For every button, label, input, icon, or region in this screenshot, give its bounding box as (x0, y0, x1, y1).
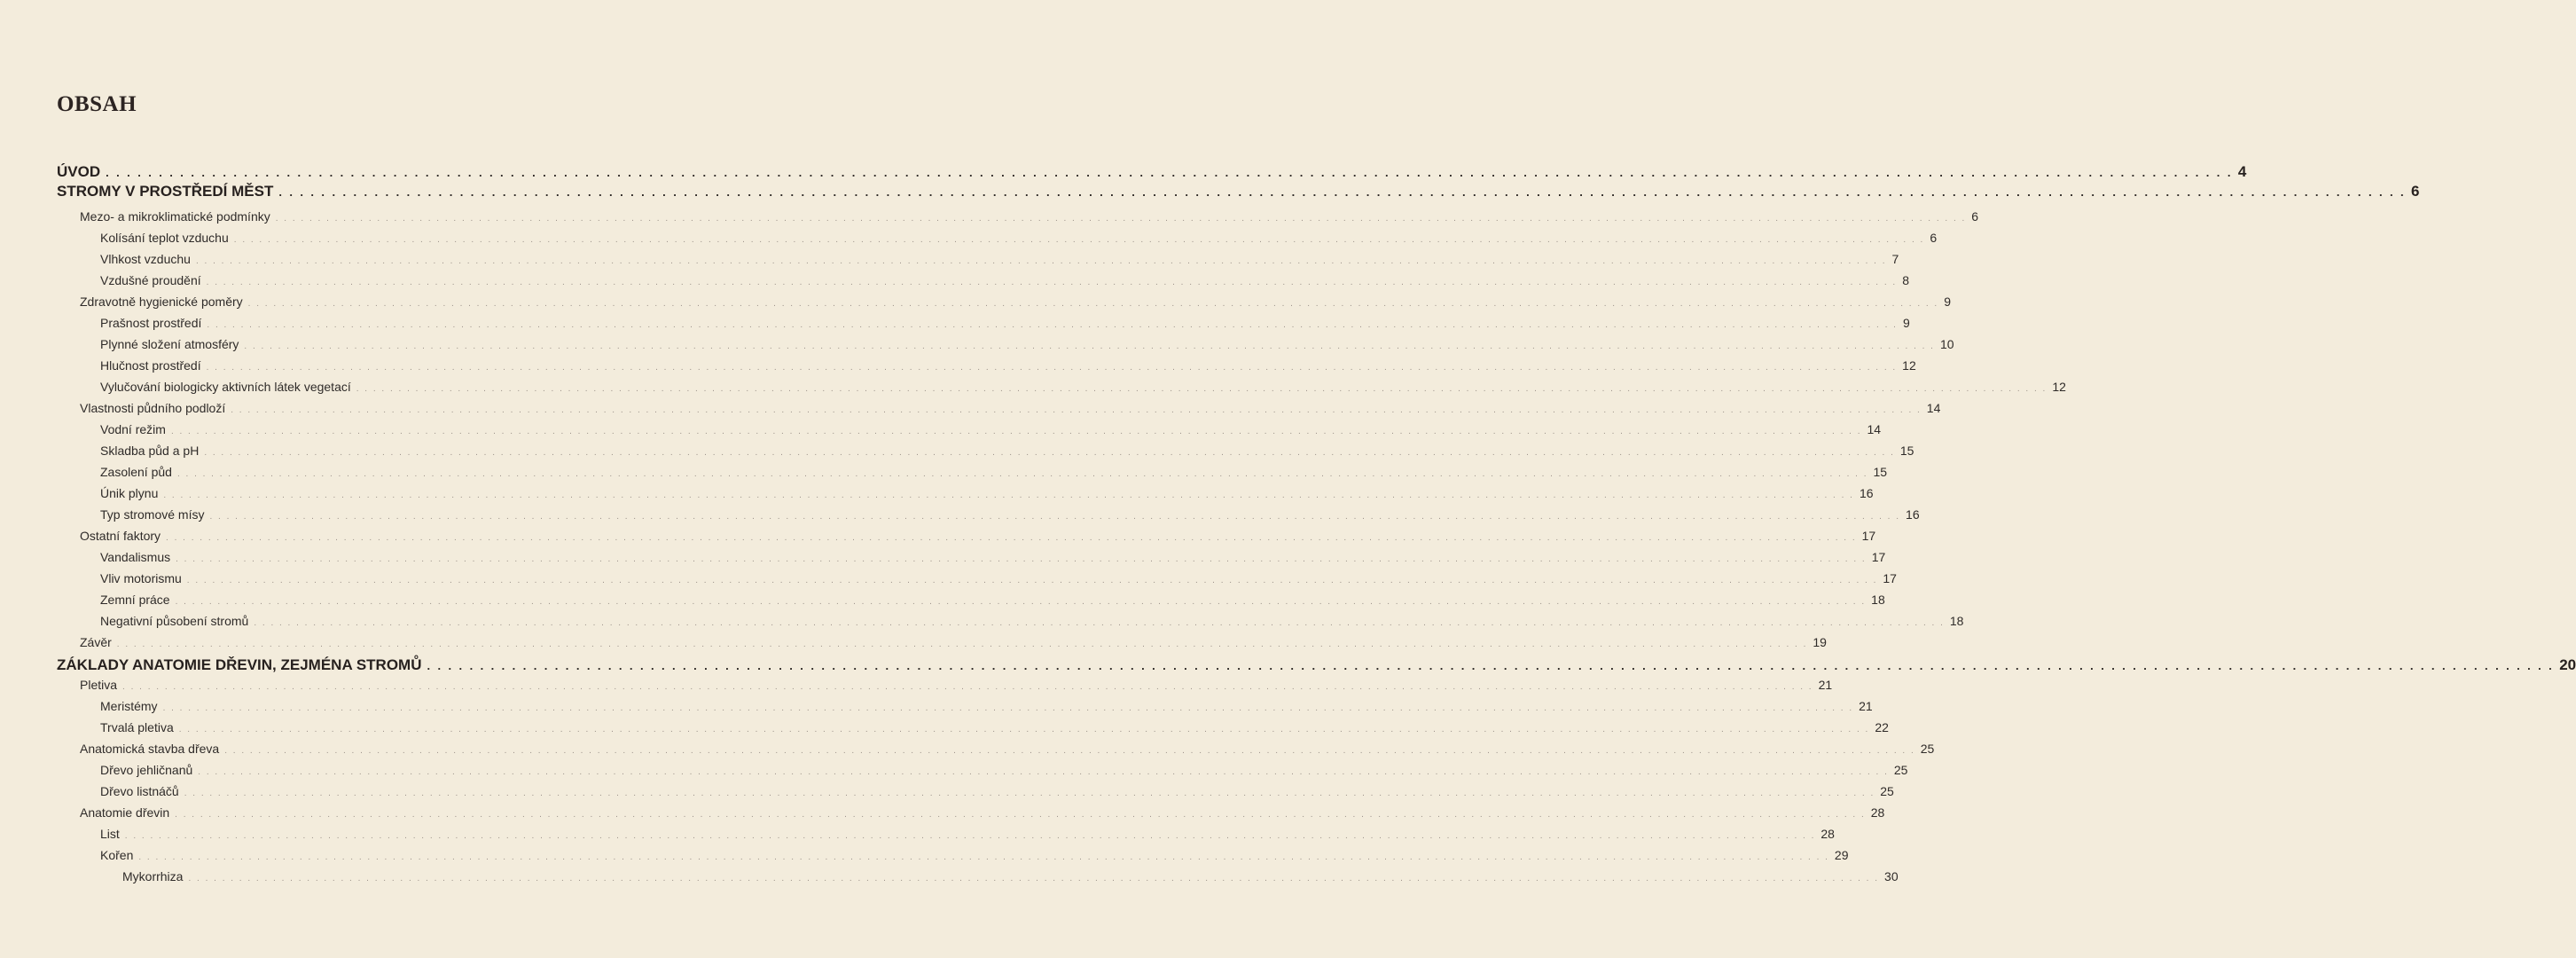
toc-entry-page-number: 29 (1834, 848, 1849, 862)
toc-entry-page-number: 25 (1920, 742, 1935, 756)
toc-entry (80, 294, 1952, 309)
dot-leader: . . . . . . . . . . . . . . . . . . . . . . . . . . . . . . . . . . . . . . . . . . . . . . . . . . . . . . . . . . . . . . . . . . . . . . . . . . . . . . . . . . . . . . . . . . . . . . . . . . . . . . . . . . . . . . . . . . . . . . . . . . . . . . . . . . . . . . . . . . . . . . . . . . . . . . . . . . . . . . . . . . . . . . . . . . . . . . . . . . . . . . . . . . . . . . . . . . . . . . . . (163, 491, 1854, 500)
dot-leader: . . . . . . . . . . . . . . . . . . . . . . . . . . . . . . . . . . . . . . . . . . . . . . . . . . . . . . . . . . . . . . . . . . . . . . . . . . . . . . . . . . . . . . . . . . . . . . . . . . . . . . . . . . . . . . . . . . . . . . . . . . . . . . . . . . . . . . . . . . . . . . . . . . . . . . . . . . . . . . . . . . . . . . . . . . . . . . . . . . . . . . . . . . . . . . . . . . . . . . . . (278, 185, 2407, 199)
toc-entry-title: Vlhkost vzduchu (100, 252, 191, 266)
toc-entry-title: Mezo- a mikroklimatické podmínky (80, 209, 270, 224)
toc-entry (100, 507, 1920, 522)
toc-entry-title: Závěr (80, 635, 112, 649)
toc-entry-title: Zdravotně hygienické poměry (80, 294, 243, 309)
toc-entry (122, 869, 1899, 883)
toc-entry-page-number: 17 (1871, 550, 1886, 564)
dot-leader: . . . . . . . . . . . . . . . . . . . . . . . . . . . . . . . . . . . . . . . . . . . . . . . . . . . . . . . . . . . . . . . . . . . . . . . . . . . . . . . . . . . . . . . . . . . . . . . . . . . . . . . . . . . . . . . . . . . . . . . . . . . . . . . . . . . . . . . . . . . . . . . . . . . . . . . . . . . . . . . . . . . . . . . . . . . . . . . . . . . . . . . . . . . . . . . . . . . . . . . . (124, 831, 1816, 841)
toc-entry-title: Anatomická stavba dřeva (80, 742, 220, 756)
dot-leader: . . . . . . . . . . . . . . . . . . . . . . . . . . . . . . . . . . . . . . . . . . . . . . . . . . . . . . . . . . . . . . . . . . . . . . . . . . . . . . . . . . . . . . . . . . . . . . . . . . . . . . . . . . . . . . . . . . . . . . . . . . . . . . . . . . . . . . . . . . . . . . . . . . . . . . . . . . . . . . . . . . . . . . . . . . . . . . . . . . . . . . . . . . . . . . . . . . . . . . . . (247, 299, 1939, 309)
dot-leader: . . . . . . . . . . . . . . . . . . . . . . . . . . . . . . . . . . . . . . . . . . . . . . . . . . . . . . . . . . . . . . . . . . . . . . . . . . . . . . . . . . . . . . . . . . . . . . . . . . . . . . . . . . . . . . . . . . . . . . . . . . . . . . . . . . . . . . . . . . . . . . . . . . . . . . . . . . . . . . . . . . . . . . . . . . . . . . . . . . . . . . . . . . . . . . . . . . . . . . . . (176, 554, 1867, 564)
dot-leader: . . . . . . . . . . . . . . . . . . . . . . . . . . . . . . . . . . . . . . . . . . . . . . . . . . . . . . . . . . . . . . . . . . . . . . . . . . . . . . . . . . . . . . . . . . . . . . . . . . . . . . . . . . . . . . . . . . . . . . . . . . . . . . . . . . . . . . . . . . . . . . . . . . . . . . . . . . . . . . . . . . . . . . . . . . . . . . . . . . . . . . . . . . . . . . . . . . . . . . . . (254, 618, 1945, 628)
toc-entry-title: Prašnost prostředí (100, 316, 202, 330)
page-title: OBSAH (57, 92, 137, 116)
toc-entry-page-number: 22 (1875, 720, 1889, 734)
toc-entry (57, 183, 2420, 200)
toc-entry (100, 720, 1889, 734)
toc-entry-title: Vandalismus (100, 550, 171, 564)
dot-leader: . . . . . . . . . . . . . . . . . . . . . . . . . . . . . . . . . . . . . . . . . . . . . . . . . . . . . . . . . . . . . . . . . . . . . . . . . . . . . . . . . . . . . . . . . . . . . . . . . . . . . . . . . . . . . . . . . . . . . . . . . . . . . . . . . . . . . . . . . . . . . . . . . . . . . . . . . . . . . . . . . . . . . . . . . . . . . . . . . . . . . . . . . . . . . . . . . . . . . . . . (244, 342, 1935, 351)
toc-entry-page-number: 21 (1818, 678, 1833, 692)
toc-entry-page-number: 16 (1906, 507, 1920, 522)
toc-entry (100, 337, 1954, 351)
toc-entry (80, 529, 1876, 543)
toc-entry (80, 635, 1827, 649)
toc-entry-page-number: 18 (1871, 593, 1885, 607)
toc-entry-title: Hlučnost prostředí (100, 358, 201, 373)
toc-entry (100, 380, 2066, 394)
toc-entry-title: List (100, 827, 120, 841)
toc-entry (80, 401, 1941, 415)
toc-entry-page-number: 12 (1902, 358, 1916, 373)
toc-entry (100, 848, 1849, 862)
toc-entry (57, 163, 2247, 181)
toc-entry-page-number: 10 (1939, 337, 1954, 351)
toc-entry-page-number: 14 (1867, 422, 1882, 436)
toc-entry-page-number: 20 (2559, 656, 2576, 673)
toc-entry-title: Trvalá pletiva (100, 720, 174, 734)
toc-entry (100, 486, 1874, 500)
toc-entry (80, 805, 1885, 820)
toc-entry-title: ZÁKLADY ANATOMIE DŘEVIN, ZEJMÉNA STROMŮ (57, 656, 422, 673)
dot-leader: . . . . . . . . . . . . . . . . . . . . . . . . . . . . . . . . . . . . . . . . . . . . . . . . . . . . . . . . . . . . . . . . . . . . . . . . . . . . . . . . . . . . . . . . . . . . . . . . . . . . . . . . . . . . . . . . . . . . . . . . . . . . . . . . . . . . . . . . . . . . . . . . . . . . . . . . . . . . . . . . . . . . . . . . . . . . . . . . . . . . . . . . . . . . . . . . . . . . . . . . (116, 640, 1808, 649)
dot-leader: . . . . . . . . . . . . . . . . . . . . . . . . . . . . . . . . . . . . . . . . . . . . . . . . . . . . . . . . . . . . . . . . . . . . . . . . . . . . . . . . . . . . . . . . . . . . . . . . . . . . . . . . . . . . . . . . . . . . . . . . . . . . . . . . . . . . . . . . . . . . . . . . . . . . . . . . . . . . . . . . . . . . . . . . . . . . . . . . . . . . . . . . . . . . . . . . . . . . . . . . (188, 874, 1880, 883)
toc-entry-page-number: 25 (1893, 763, 1908, 777)
toc-entry-page-number: 9 (1944, 294, 1952, 309)
toc-entry (100, 550, 1886, 564)
dot-leader: . . . . . . . . . . . . . . . . . . . . . . . . . . . . . . . . . . . . . . . . . . . . . . . . . . . . . . . . . . . . . . . . . . . . . . . . . . . . . . . . . . . . . . . . . . . . . . . . . . . . . . . . . . . . . . . . . . . . . . . . . . . . . . . . . . . . . . . . . . . . . . . . . . . . . . . . . . . . . . . . . . . . . . . . . . . . . . . . . . . . . . . . . . . . . . . . . . . . . . . . (198, 767, 1889, 777)
toc-entry-title: Dřevo jehličnanů (100, 763, 193, 777)
toc-entry-page-number: 19 (1813, 635, 1827, 649)
toc-entry-title: Anatomie dřevin (80, 805, 170, 820)
toc-entry-title: Vliv motorismu (100, 571, 182, 585)
toc-entry-page-number: 16 (1859, 486, 1874, 500)
dot-leader: . . . . . . . . . . . . . . . . . . . . . . . . . . . . . . . . . . . . . . . . . . . . . . . . . . . . . . . . . . . . . . . . . . . . . . . . . . . . . . . . . . . . . . . . . . . . . . . . . . . . . . . . . . . . . . . . . . . . . . . . . . . . . . . . . . . . . . . . . . . . . . . . . . . . . . . . . . . . . . . . . . . . . . . . . . . . . . . . . . . . . . . . . . . . . . . . . . . . . . . . (106, 166, 2233, 179)
toc-entry-title: Kolísání teplot vzduchu (100, 231, 229, 245)
toc-entry-page-number: 17 (1883, 571, 1897, 585)
dot-leader: . . . . . . . . . . . . . . . . . . . . . . . . . . . . . . . . . . . . . . . . . . . . . . . . . . . . . . . . . . . . . . . . . . . . . . . . . . . . . . . . . . . . . . . . . . . . . . . . . . . . . . . . . . . . . . . . . . . . . . . . . . . . . . . . . . . . . . . . . . . . . . . . . . . . . . . . . . . . . . . . . . . . . . . . . . . . . . . . . . . . . . . . . . . . . . . . . . . . . . . . (162, 703, 1854, 713)
toc-entry-page-number: 15 (1899, 444, 1914, 458)
dot-leader: . . . . . . . . . . . . . . . . . . . . . . . . . . . . . . . . . . . . . . . . . . . . . . . . . . . . . . . . . . . . . . . . . . . . . . . . . . . . . . . . . . . . . . . . . . . . . . . . . . . . . . . . . . . . . . . . . . . . . . . . . . . . . . . . . . . . . . . . . . . . . . . . . . . . . . . . . . . . . . . . . . . . . . . . . . . . . . . . . . . . . . . . . . . . . . . . . . . . . . . . (356, 384, 2047, 394)
dot-leader: . . . . . . . . . . . . . . . . . . . . . . . . . . . . . . . . . . . . . . . . . . . . . . . . . . . . . . . . . . . . . . . . . . . . . . . . . . . . . . . . . . . . . . . . . . . . . . . . . . . . . . . . . . . . . . . . . . . . . . . . . . . . . . . . . . . . . . . . . . . . . . . . . . . . . . . . . . . . . . . . . . . . . . . . . . . . . . . . . . . . . . . . . . . . . . . . . . . . . . . . (233, 235, 1925, 245)
toc-entry (80, 742, 1935, 756)
toc-entry-title: Mykorrhiza (122, 869, 184, 883)
toc-entry-title: Vlastnosti půdního podloží (80, 401, 226, 415)
dot-leader: . . . . . . . . . . . . . . . . . . . . . . . . . . . . . . . . . . . . . . . . . . . . . . . . . . . . . . . . . . . . . . . . . . . . . . . . . . . . . . . . . . . . . . . . . . . . . . . . . . . . . . . . . . . . . . . . . . . . . . . . . . . . . . . . . . . . . . . . . . . . . . . . . . . . . . . . . . . . . . . . . . . . . . . . . . . . . . . . . . . . . . . . . . . . . . . . . . . . . . . . (206, 278, 1898, 287)
toc-entry (100, 273, 1909, 287)
dot-leader: . . . . . . . . . . . . . . . . . . . . . . . . . . . . . . . . . . . . . . . . . . . . . . . . . . . . . . . . . . . . . . . . . . . . . . . . . . . . . . . . . . . . . . . . . . . . . . . . . . . . . . . . . . . . . . . . . . . . . . . . . . . . . . . . . . . . . . . . . . . . . . . . . . . . . . . . . . . . . . . . . . . . . . . . . . . . . . . . . . . . . . . . . . . . . . . . . . . . . . . . (175, 597, 1867, 607)
toc-entry (100, 444, 1914, 458)
toc-entry (100, 827, 1835, 841)
toc-entry-page-number: 7 (1891, 252, 1899, 266)
dot-leader: . . . . . . . . . . . . . . . . . . . . . . . . . . . . . . . . . . . . . . . . . . . . . . . . . . . . . . . . . . . . . . . . . . . . . . . . . . . . . . . . . . . . . . . . . . . . . . . . . . . . . . . . . . . . . . . . . . . . . . . . . . . . . . . . . . . . . . . . . . . . . . . . . . . . . . . . . . . . . . . . . . . . . . . . . . . . . . . . . . . . . . . . . . . . . . . . . . . . . . . . (184, 789, 1875, 798)
dot-leader: . . . . . . . . . . . . . . . . . . . . . . . . . . . . . . . . . . . . . . . . . . . . . . . . . . . . . . . . . . . . . . . . . . . . . . . . . . . . . . . . . . . . . . . . . . . . . . . . . . . . . . . . . . . . . . . . . . . . . . . . . . . . . . . . . . . . . . . . . . . . . . . . . . . . . . . . . . . . . . . . . . . . . . . . . . . . . . . . . . . . . . . . . . . . . . . . . . . . . . . . (166, 533, 1857, 543)
toc-entry-page-number: 4 (2237, 163, 2247, 180)
toc-entry-page-number: 12 (2052, 380, 2066, 394)
dot-leader: . . . . . . . . . . . . . . . . . . . . . . . . . . . . . . . . . . . . . . . . . . . . . . . . . . . . . . . . . . . . . . . . . . . . . . . . . . . . . . . . . . . . . . . . . . . . . . . . . . . . . . . . . . . . . . . . . . . . . . . . . . . . . . . . . . . . . . . . . . . . . . . . . . . . . . . . . . . . . . . . . . . . . . . . . . . . . . . . . . . . . . . . . . . . . . . . . . . . . . . . (231, 405, 1922, 415)
toc-entry (100, 614, 1964, 628)
toc-entry (100, 422, 1882, 436)
dot-leader: . . . . . . . . . . . . . . . . . . . . . . . . . . . . . . . . . . . . . . . . . . . . . . . . . . . . . . . . . . . . . . . . . . . . . . . . . . . . . . . . . . . . . . . . . . . . . . . . . . . . . . . . . . . . . . . . . . . . . . . . . . . . . . . . . . . . . . . . . . . . . . . . . . . . . . . . . . . . . . . . . . . . . . . . . . . . . . . . . . . . . . . . . . . . . . . . . . . . . . . . (195, 256, 1887, 266)
dot-leader: . . . . . . . . . . . . . . . . . . . . . . . . . . . . . . . . . . . . . . . . . . . . . . . . . . . . . . . . . . . . . . . . . . . . . . . . . . . . . . . . . . . . . . . . . . . . . . . . . . . . . . . . . . . . . . . . . . . . . . . . . . . . . . . . . . . . . . . . . . . . . . . . . . . . . . . . . . . . . . . . . . . . . . . . . . . . . . . . . . . . . . . . . . . . . . . . . . . . . . . . (186, 576, 1878, 585)
toc-entry-page-number: 6 (2411, 183, 2420, 200)
dot-leader: . . . . . . . . . . . . . . . . . . . . . . . . . . . . . . . . . . . . . . . . . . . . . . . . . . . . . . . . . . . . . . . . . . . . . . . . . . . . . . . . . . . . . . . . . . . . . . . . . . . . . . . . . . . . . . . . . . . . . . . . . . . . . . . . . . . . . . . . . . . . . . . . . . . . . . . . . . . . . . . . . . . . . . . . . . . . . . . . . . . . . . . . . . . . . . . . . . . . . . . . (170, 427, 1862, 436)
toc-entry-page-number: 6 (1930, 231, 1938, 245)
toc-entry-page-number: 15 (1873, 465, 1888, 479)
dot-leader: . . . . . . . . . . . . . . . . . . . . . . . . . . . . . . . . . . . . . . . . . . . . . . . . . . . . . . . . . . . . . . . . . . . . . . . . . . . . . . . . . . . . . . . . . . . . . . . . . . . . . . . . . . . . . . . . . . . . . . . . . . . . . . . . . . . . . . . . . . . . . . . . . . . . . . . . . . . . . . . . . . . . . . . . . . . . . . . . . . . . . . . . . . . . . . . . . . . . . . . . (224, 746, 1915, 756)
toc-entry (57, 656, 2576, 674)
toc-entry-title: Plynné složení atmosféry (100, 337, 239, 351)
toc-entry-page-number: 17 (1861, 529, 1876, 543)
dot-leader: . . . . . . . . . . . . . . . . . . . . . . . . . . . . . . . . . . . . . . . . . . . . . . . . . . . . . . . . . . . . . . . . . . . . . . . . . . . . . . . . . . . . . . . . . . . . . . . . . . . . . . . . . . . . . . . . . . . . . . . . . . . . . . . . . . . . . . . . . . . . . . . . . . . . . . . . . . . . . . . . . . . . . . . . . . . . . . . . . . . . . . . . . . . . . . . . . . . . . . . . (138, 852, 1829, 862)
toc-entry-title: STROMY V PROSTŘEDÍ MĚST (57, 183, 274, 200)
toc-entry (100, 571, 1897, 585)
toc-entry-title: Kořen (100, 848, 134, 862)
toc-entry-title: Dřevo listnáčů (100, 784, 179, 798)
toc-entry (100, 465, 1888, 479)
dot-leader: . . . . . . . . . . . . . . . . . . . . . . . . . . . . . . . . . . . . . . . . . . . . . . . . . . . . . . . . . . . . . . . . . . . . . . . . . . . . . . . . . . . . . . . . . . . . . . . . . . . . . . . . . . . . . . . . . . . . . . . . . . . . . . . . . . . . . . . . . . . . . . . . . . . . . . . . . . . . . . . . . . . . . . . . . . . . . . . . . . . . . . . . . . . . . . . . . . . . . . . . (176, 469, 1868, 479)
dot-leader: . . . . . . . . . . . . . . . . . . . . . . . . . . . . . . . . . . . . . . . . . . . . . . . . . . . . . . . . . . . . . . . . . . . . . . . . . . . . . . . . . . . . . . . . . . . . . . . . . . . . . . . . . . . . . . . . . . . . . . . . . . . . . . . . . . . . . . . . . . . . . . . . . . . . . . . . . . . . . . . . . . . . . . . . . . . . . . . . . . . . . . . . . . . . . . . . . . . . . . . . (122, 682, 1813, 692)
toc-entry-title: Únik plynu (100, 486, 159, 500)
toc-entry (100, 699, 1873, 713)
toc-entry (100, 231, 1938, 245)
toc-entry-page-number: 30 (1884, 869, 1899, 883)
toc-entry (100, 784, 1894, 798)
dot-leader: . . . . . . . . . . . . . . . . . . . . . . . . . . . . . . . . . . . . . . . . . . . . . . . . . . . . . . . . . . . . . . . . . . . . . . . . . . . . . . . . . . . . . . . . . . . . . . . . . . . . . . . . . . . . . . . . . . . . . . . . . . . . . . . . . . . . . . . . . . . . . . . . . . . . . . . . . . . . . . . . . . . . . . . . . . . . . . . . . . . . . . . . . . . . . . . . . . . . . . . . (175, 810, 1866, 820)
toc-entry-page-number: 28 (1870, 805, 1885, 820)
toc-entry-title: ÚVOD (57, 163, 101, 180)
dot-leader: . . . . . . . . . . . . . . . . . . . . . . . . . . . . . . . . . . . . . . . . . . . . . . . . . . . . . . . . . . . . . . . . . . . . . . . . . . . . . . . . . . . . . . . . . . . . . . . . . . . . . . . . . . . . . . . . . . . . . . . . . . . . . . . . . . . . . . . . . . . . . . . . . . . . . . . . . . . . . . . . . . . . . . . . . . . . . . . . . . . . . . . . . . . . . . . . . . . . . . . . (207, 320, 1898, 330)
toc-entry (80, 678, 1833, 692)
dot-leader: . . . . . . . . . . . . . . . . . . . . . . . . . . . . . . . . . . . . . . . . . . . . . . . . . . . . . . . . . . . . . . . . . . . . . . . . . . . . . . . . . . . . . . . . . . . . . . . . . . . . . . . . . . . . . . . . . . . . . . . . . . . . . . . . . . . . . . . . . . . . . . . . . . . . . . . . . . . . . . . . . . . . . . . . . . . . . . . . . . . . . . . . . . . . . . . . . . . . . . . . (178, 725, 1870, 734)
dot-leader: . . . . . . . . . . . . . . . . . . . . . . . . . . . . . . . . . . . . . . . . . . . . . . . . . . . . . . . . . . . . . . . . . . . . . . . . . . . . . . . . . . . . . . . . . . . . . . . . . . . . . . . . . . . . . . . . . . . . . . . . . . . . . . . . . . . . . . . . . . . . . . . . . . . . . . . . . . . . . . . . . . . . . . . . . . . . . . . . . . . . . . . . . . . . . . . . . . . . . . . . (204, 448, 1895, 458)
toc-entry-title: Skladba půd a pH (100, 444, 200, 458)
toc-entry-page-number: 6 (1971, 209, 1979, 224)
toc-entry-title: Vodní režim (100, 422, 166, 436)
dot-leader: . . . . . . . . . . . . . . . . . . . . . . . . . . . . . . . . . . . . . . . . . . . . . . . . . . . . . . . . . . . . . . . . . . . . . . . . . . . . . . . . . . . . . . . . . . . . . . . . . . . . . . . . . . . . . . . . . . . . . . . . . . . . . . . . . . . . . . . . . . . . . . . . . . . . . . . . . . . . . . . . . . . . . . . . . . . . . . . . . . . . . . . . . . . . . . . . . . . . . . . . (206, 363, 1898, 373)
toc-entry-page-number: 25 (1880, 784, 1894, 798)
toc-entry-title: Zemní práce (100, 593, 170, 607)
toc-entry-page-number: 9 (1902, 316, 1910, 330)
toc-entry-page-number: 28 (1820, 827, 1835, 841)
toc-entry-title: Vylučování biologicky aktivních látek vegetací (100, 380, 351, 394)
toc-entry-title: Ostatní faktory (80, 529, 161, 543)
toc-entry (100, 593, 1885, 607)
toc-entry-title: Pletiva (80, 678, 118, 692)
dot-leader: . . . . . . . . . . . . . . . . . . . . . . . . . . . . . . . . . . . . . . . . . . . . . . . . . . . . . . . . . . . . . . . . . . . . . . . . . . . . . . . . . . . . . . . . . . . . . . . . . . . . . . . . . . . . . . . . . . . . . . . . . . . . . . . . . . . . . . . . . . . . . . . . . . . . . . . . . . . . . . . . . . . . . . . . . . . . . . . . . . . . . . . . . . . . . . . . . . . . . . . . (427, 659, 2555, 672)
toc-entry-page-number: 8 (1902, 273, 1909, 287)
toc-entry-title: Zasolení půd (100, 465, 172, 479)
dot-leader: . . . . . . . . . . . . . . . . . . . . . . . . . . . . . . . . . . . . . . . . . . . . . . . . . . . . . . . . . . . . . . . . . . . . . . . . . . . . . . . . . . . . . . . . . . . . . . . . . . . . . . . . . . . . . . . . . . . . . . . . . . . . . . . . . . . . . . . . . . . . . . . . . . . . . . . . . . . . . . . . . . . . . . . . . . . . . . . . . . . . . . . . . . . . . . . . . . . . . . . . (275, 214, 1967, 224)
toc-entry (100, 763, 1908, 777)
toc-entry-page-number: 14 (1926, 401, 1941, 415)
toc-entry-title: Typ stromové mísy (100, 507, 205, 522)
toc-entry-title: Meristémy (100, 699, 158, 713)
toc-entry-page-number: 21 (1859, 699, 1873, 713)
toc-entry (80, 209, 1979, 224)
toc-entry-title: Vzdušné proudění (100, 273, 201, 287)
dot-leader: . . . . . . . . . . . . . . . . . . . . . . . . . . . . . . . . . . . . . . . . . . . . . . . . . . . . . . . . . . . . . . . . . . . . . . . . . . . . . . . . . . . . . . . . . . . . . . . . . . . . . . . . . . . . . . . . . . . . . . . . . . . . . . . . . . . . . . . . . . . . . . . . . . . . . . . . . . . . . . . . . . . . . . . . . . . . . . . . . . . . . . . . . . . . . . . . . . . . . . . . (209, 512, 1901, 522)
toc-entry (100, 358, 1916, 373)
toc-entry-title: Negativní působení stromů (100, 614, 249, 628)
toc-entry (100, 316, 1910, 330)
toc-entry-page-number: 18 (1949, 614, 1964, 628)
toc-entry (100, 252, 1899, 266)
